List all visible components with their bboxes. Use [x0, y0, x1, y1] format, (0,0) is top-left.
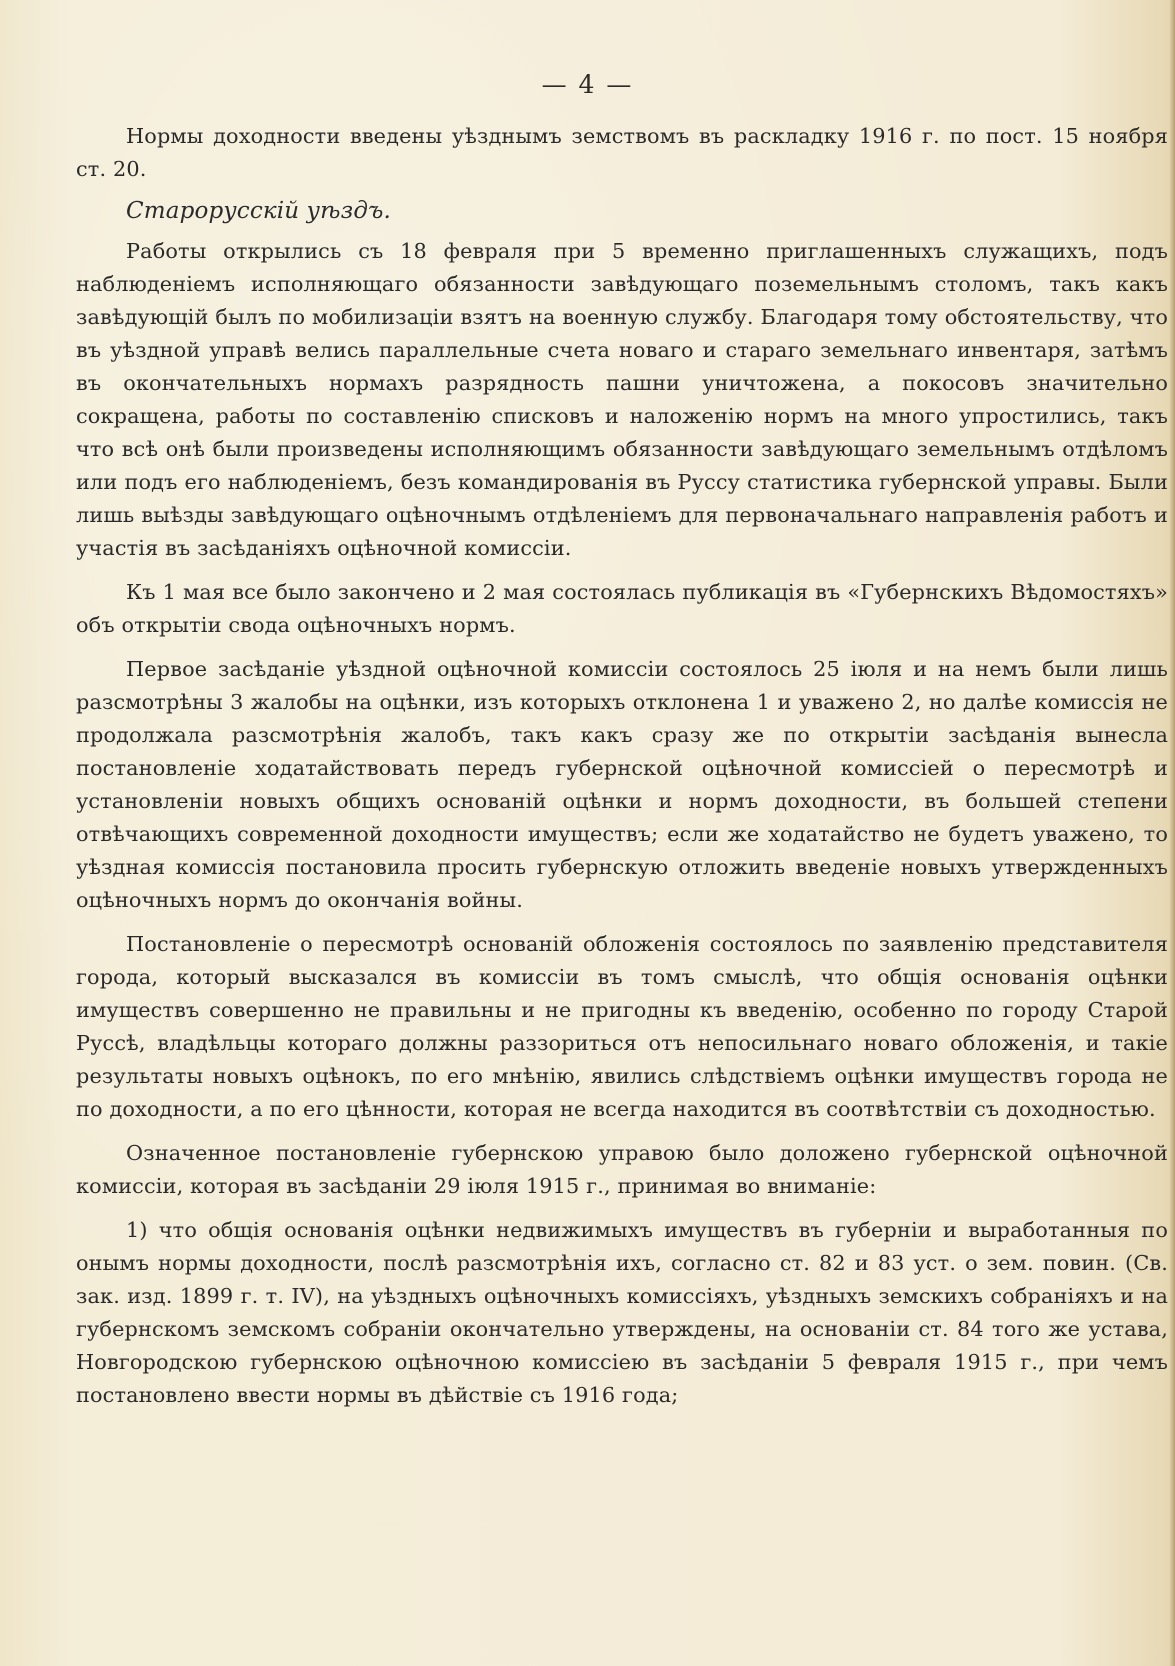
paragraph-work-started: Работы открылись съ 18 февраля при 5 временно приглашенныхъ служащихъ, подъ наблюденіемъ исполняющаго обязанности завѣдующаго поземельнымъ столомъ, такъ какъ завѣдующій былъ по мобилизаціи взятъ на военную службу. Благодаря тому обстоятельству, что въ уѣздной управѣ велись параллельные счета новаго и стараго земельнаго инвентаря, затѣмъ въ окончательныхъ нормахъ разрядность пашни уничтожена, а покосовъ значительно сокращена, работы по составленію списковъ и наложенію нормъ на много упростились, такъ что всѣ онѣ были произведены исполняющимъ обязанности завѣдующаго земельнымъ отдѣломъ или подъ его наблюденіемъ, безъ командированія въ Руссу статистика губернской управы. Были лишь выѣзды завѣдующаго оцѣночнымъ отдѣленіемъ для первоначальнаго направленія работъ и участія въ засѣданіяхъ оцѣночной комиссіи. [76, 239, 1168, 560]
paragraph-first-meeting: Первое засѣданіе уѣздной оцѣночной комиссіи состоялось 25 іюля и на немъ были лишь разсмотрѣны 3 жалобы на оцѣнки, изъ которыхъ отклонена 1 и уважено 2, но далѣе комиссія не продолжала разсмотрѣнія жалобъ, такъ какъ сразу же по открытіи засѣданія вынесла постановленіе ходатайствовать передъ губернской оцѣночной комиссіей о пересмотрѣ и установленіи новыхъ общихъ основаній оцѣнки и нормъ доходности, въ большей степени отвѣчающихъ современной доходности имуществъ; если же ходатайство не будетъ уважено, то уѣздная комиссія постановила просить губернскую отложить введеніе новыхъ утвержденныхъ оцѣночныхъ нормъ до окончанія войны. [76, 657, 1168, 912]
section-heading-starorussky: Старорусскій уѣздъ. [126, 198, 391, 224]
paragraph-norms-introduced: Нормы доходности введены уѣзднымъ земствомъ въ раскладку 1916 г. по пост. 15 ноября ст. 20. [76, 124, 1168, 181]
paragraph-provincial-report: Означенное постановленіе губернскою управою было доложено губернской оцѣночной комиссіи, которая въ засѣданіи 29 іюля 1915 г., принимая во вниманіе: [76, 1141, 1168, 1198]
paragraph-revision-resolution: Постановленіе о пересмотрѣ основаній обложенія состоялось по заявленію представителя города, который высказался въ комиссіи въ томъ смыслѣ, что общія основанія оцѣнки имуществъ совершенно не правильны и не пригодны къ введенію, особенно по городу Старой Руссѣ, владѣльцы котораго должны раззориться отъ непосильнаго новаго обложенія, и такіе результаты новыхъ оцѣнокъ, по его мнѣнію, явились слѣдствіемъ оцѣнки имуществъ города не по доходности, а по его цѣнности, которая не всегда находится въ соотвѣтствіи съ доходностью. [76, 932, 1168, 1121]
document-body [76, 120, 1168, 1412]
page-number: — 4 — [541, 70, 634, 99]
page-edge-shadow [1169, 0, 1175, 1666]
paragraph-point-one: 1) что общія основанія оцѣнки недвижимыхъ имуществъ въ губерніи и выработанныя по онымъ нормы доходности, послѣ разсмотрѣнія ихъ, согласно ст. 82 и 83 уст. о зем. повин. (Св. зак. изд. 1899 г. т. IV), на уѣздныхъ оцѣночныхъ комиссіяхъ, уѣздныхъ земскихъ собраніяхъ и на губернскомъ земскомъ собраніи окончательно утверждены, на основаніи ст. 84 того же устава, Новгородскою губернскою оцѣночною комиссіею въ засѣданіи 5 февраля 1915 г., при чемъ постановлено ввести нормы въ дѣйствіе съ 1916 года; [76, 1218, 1168, 1407]
paragraph-may-publication: Къ 1 мая все было закончено и 2 мая состоялась публикація въ «Губернскихъ Вѣдомостяхъ» объ открытіи свода оцѣночныхъ нормъ. [76, 580, 1168, 637]
